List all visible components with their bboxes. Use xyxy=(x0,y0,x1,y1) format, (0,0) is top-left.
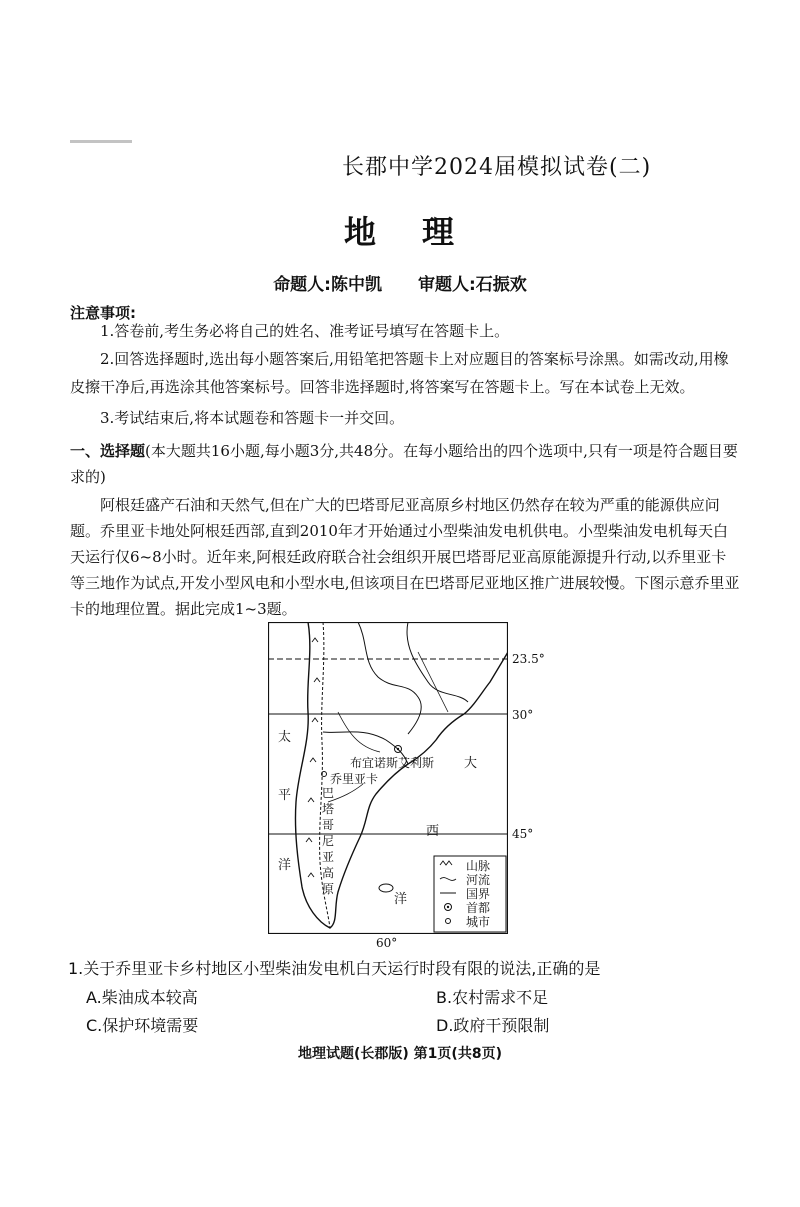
atlantic-char-3: 洋 xyxy=(394,892,408,907)
exam-title: 长郡中学2024届模拟试卷(二) xyxy=(342,155,652,180)
section-title: 一、选择题 xyxy=(70,442,146,460)
lat-label-45: 45° xyxy=(512,827,534,841)
legend-border: 国界 xyxy=(466,887,491,901)
section-heading xyxy=(70,438,740,490)
legend-mountain: 山脉 xyxy=(466,859,491,873)
question-1-stem: 1.关于乔里亚卡乡村地区小型柴油发电机白天运行时段有限的说法,正确的是 xyxy=(68,959,601,978)
option-a[interactable]: A.柴油成本较高 xyxy=(86,988,198,1007)
pacific-char-1: 太 xyxy=(278,730,292,745)
section-instructions: (本大题共16小题,每小题3分,共48分。在每小题给出的四个选项中,只有一项是符合题目要求的) xyxy=(70,442,738,486)
location-map xyxy=(268,622,545,950)
authors-line xyxy=(0,270,800,295)
atlantic-char-1: 大 xyxy=(464,756,478,771)
plateau-char-5: 亚 xyxy=(322,850,335,864)
notice-heading: 注意事项: xyxy=(70,304,136,322)
plateau-char-4: 尼 xyxy=(322,834,335,848)
setter: 命题人:陈中凯 xyxy=(273,275,382,295)
lon-label-60: 60° xyxy=(376,936,398,950)
notice-item-3: 3.考试结束后,将本试题卷和答题卡一并交回。 xyxy=(100,409,405,427)
page-footer: 地理试题(长郡版) 第1页(共8页) xyxy=(298,1046,502,1062)
plateau-char-2: 塔 xyxy=(322,802,335,816)
lat-label-30: 30° xyxy=(512,708,534,722)
islands xyxy=(379,884,393,892)
plateau-char-7: 原 xyxy=(322,882,335,896)
option-b[interactable]: B.农村需求不足 xyxy=(436,988,549,1007)
reviewer: 审题人:石振欢 xyxy=(418,275,527,295)
subject-title xyxy=(0,207,800,253)
legend-city: 城市 xyxy=(466,915,491,929)
border-3 xyxy=(407,622,468,702)
pacific-char-2: 平 xyxy=(278,788,292,803)
border-2 xyxy=(358,622,421,734)
lat-label-23: 23.5° xyxy=(512,652,545,666)
plateau-char-1: 巴 xyxy=(322,786,335,800)
subject-char-2: 理 xyxy=(422,213,457,251)
plateau-char-6: 高 xyxy=(322,866,335,880)
capital-label: 布宜诺斯艾利斯 xyxy=(350,756,435,770)
reading-passage: 阿根廷盛产石油和天然气,但在广大的巴塔哥尼亚高原乡村地区仍然存在较为严重的能源供应问题。乔里亚卡地处阿根廷西部,直到2010年才开始通过小型柴油发电机供电。小型柴油发电机每天白天运行仅6~8小时。近年来,阿根廷政府联合社会组织开展巴塔哥尼亚高原能源提升行动,以乔里亚卡等三地作为试点,开发小型风电和小型水电,但该项目在巴塔哥尼亚地区推广进展较慢。下图示意乔里亚卡的地理位置。据此完成1~3题。 xyxy=(70,496,740,618)
option-c[interactable]: C.保护环境需要 xyxy=(86,1016,199,1035)
legend-capital: 首都 xyxy=(466,901,491,915)
legend-river: 河流 xyxy=(466,873,491,887)
plateau-char-3: 哥 xyxy=(322,818,335,832)
pacific-char-3: 洋 xyxy=(278,858,292,873)
city-label: 乔里亚卡 xyxy=(330,772,379,786)
subject-char-1: 地 xyxy=(343,213,378,251)
atlantic-char-2: 西 xyxy=(426,824,440,839)
notice-item-2: 2.回答选择题时,选出每小题答案后,用铅笔把答题卡上对应题目的答案标号涂黑。如需改动,用橡皮擦干净后,再选涂其他答案标号。回答非选择题时,将答案写在答题卡上。写在本试卷上无效。 xyxy=(70,350,729,396)
scan-artifact xyxy=(70,140,132,143)
notice-item-1: 1.答卷前,考生务必将自己的姓名、准考证号填写在答题卡上。 xyxy=(100,322,510,340)
river-3 xyxy=(418,652,448,712)
option-d[interactable]: D.政府干预限制 xyxy=(436,1016,550,1035)
